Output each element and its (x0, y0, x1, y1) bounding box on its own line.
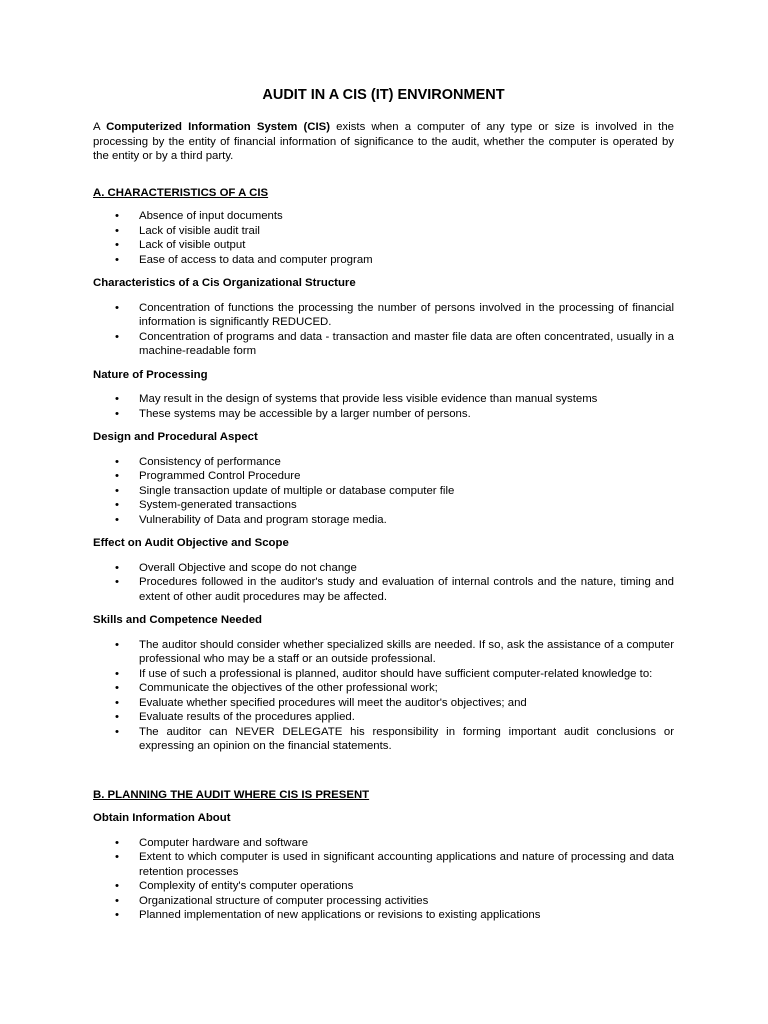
subsection-list (93, 455, 674, 528)
list-item: • Communicate the objectives of the other professional work; (93, 681, 674, 696)
subsection-heading: Characteristics of a Cis Organizational Structure (93, 277, 356, 289)
subsection-list (93, 836, 674, 923)
subsection-list (93, 638, 674, 754)
list-item: • Evaluate results of the procedures applied. (93, 710, 674, 725)
list-item: • Absence of input documents (93, 209, 674, 224)
intro-term: Computerized Information System (CIS) (106, 121, 331, 133)
subsection-heading: Nature of Processing (93, 368, 208, 381)
list-item: • Overall Objective and scope do not change (93, 561, 674, 576)
subsection-list (93, 392, 674, 421)
subsection-list (93, 561, 674, 605)
intro-paragraph (93, 120, 674, 164)
list-item: • These systems may be accessible by a larger number of persons. (93, 407, 674, 422)
list-item: • Consistency of performance (93, 455, 674, 470)
subsection-heading: Effect on Audit Objective and Scope (93, 537, 289, 549)
list-item: • Ease of access to data and computer program (93, 253, 674, 268)
section-b-heading: B. PLANNING THE AUDIT WHERE CIS IS PRESENT (93, 788, 370, 801)
list-item: • Single transaction update of multiple or database computer file (93, 484, 674, 499)
list-item: • The auditor can NEVER DELEGATE his responsibility in forming important audit conclusions or expressing an opinion on the financial statements. (93, 725, 674, 754)
list-item: • Evaluate whether specified procedures will meet the auditor's objectives; and (93, 696, 674, 711)
list-item: • Lack of visible output (93, 238, 674, 253)
list-item: • Concentration of functions the processing the number of persons involved in the processing of financial information is significantly REDUCED. (93, 301, 674, 330)
list-item: • Concentration of programs and data - transaction and master file data are often concentrated, usually in a machine-readable form (93, 330, 674, 359)
document-page (93, 86, 674, 923)
subsection-heading: Skills and Competence Needed (93, 614, 263, 626)
intro-prefix: A (93, 121, 107, 133)
list-item: • May result in the design of systems that provide less visible evidence than manual systems (93, 392, 674, 407)
list-item: • The auditor should consider whether specialized skills are needed. If so, ask the assistance of a computer professional who may be a staff or an outside professional. (93, 638, 674, 667)
subsection-heading: Obtain Information About (93, 812, 231, 824)
list-item: • Planned implementation of new applications or revisions to existing applications (93, 908, 674, 923)
list-item: • Computer hardware and software (93, 836, 674, 851)
list-item: • System-generated transactions (93, 498, 674, 513)
subsection-list (93, 301, 674, 359)
list-item: • Extent to which computer is used in significant accounting applications and nature of processing and data retention processes (93, 850, 674, 879)
list-item: • Organizational structure of computer processing activities (93, 894, 674, 909)
list-item: • Procedures followed in the auditor's study and evaluation of internal controls and the nature, timing and extent of other audit procedures may be affected. (93, 575, 674, 604)
list-item: • Complexity of entity's computer operations (93, 879, 674, 894)
list-item: • Vulnerability of Data and program storage media. (93, 513, 674, 528)
document-title: AUDIT IN A CIS (IT) ENVIRONMENT (262, 87, 505, 103)
intro-rest: exists when a computer of any type or size is involved in the processing by the entity of financial information of significance to the audit, whether the computer is operated by the entity or by a third party. (93, 121, 674, 162)
list-item: • Programmed Control Procedure (93, 469, 674, 484)
section-a-heading: A. CHARACTERISTICS OF A CIS (93, 186, 269, 199)
section-a-list (93, 209, 674, 267)
subsection-heading: Design and Procedural Aspect (93, 431, 258, 443)
list-item: • Lack of visible audit trail (93, 224, 674, 239)
list-item: • If use of such a professional is planned, auditor should have sufficient computer-related knowledge to: (93, 667, 674, 682)
